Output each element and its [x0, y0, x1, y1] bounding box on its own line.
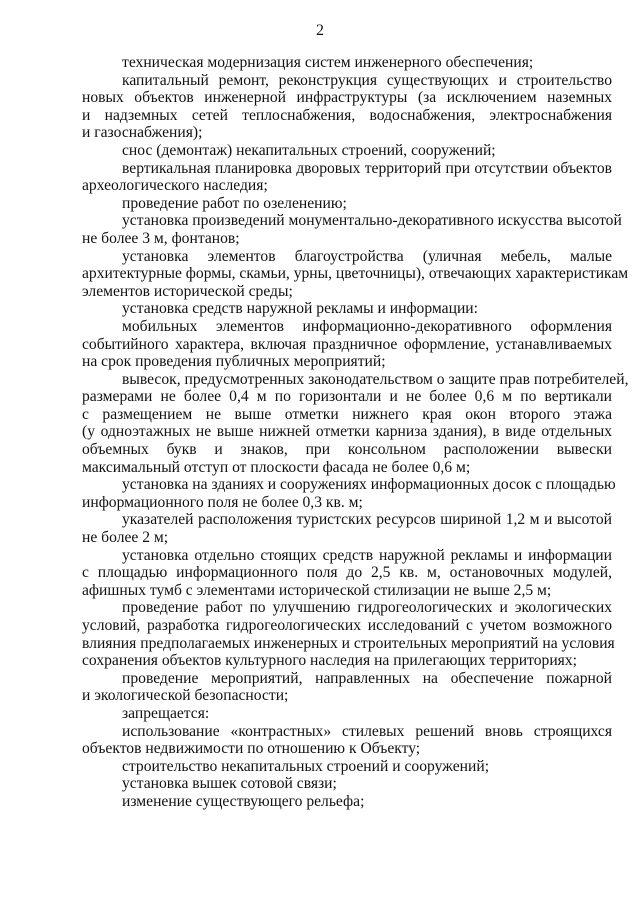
- text-line: объемных букв и знаков, при консольном расположении вывески: [82, 441, 612, 459]
- text-line: строительство некапитальных строений и сооружений;: [122, 757, 490, 775]
- paragraph: [82, 72, 612, 142]
- text-line: и надземных сетей теплоснабжения, водоснабжения, электроснабжения: [82, 106, 612, 124]
- paragraph: [82, 793, 612, 811]
- text-line: археологического наследия;: [82, 177, 268, 195]
- text-line: установка на зданиях и сооружениях информационных досок с площадью: [122, 476, 616, 494]
- text-line: и экологической безопасности;: [82, 687, 289, 705]
- text-line: на срок проведения публичных мероприятий;: [82, 353, 386, 371]
- paragraph: [82, 758, 612, 776]
- text-line: не более 2 м;: [82, 529, 169, 547]
- paragraph: [82, 723, 612, 758]
- text-line: сохранения объектов культурного наследия на прилегающих территориях;: [82, 652, 577, 670]
- paragraph: [82, 212, 622, 247]
- paragraph: [82, 547, 612, 600]
- text-line: проведение работ по улучшению гидрогеологических и экологических: [122, 599, 612, 617]
- text-line: проведение мероприятий, направленных на обеспечение пожарной: [122, 669, 612, 687]
- text-line: запрещается:: [122, 704, 210, 722]
- paragraph: [82, 476, 616, 511]
- paragraph: [82, 195, 612, 213]
- paragraph: [82, 54, 612, 72]
- text-line: новых объектов инженерной инфраструктуры (за исключением наземных: [82, 89, 612, 107]
- paragraph: [82, 705, 612, 723]
- text-line: мобильных элементов информационно-декоративного оформления: [122, 317, 612, 335]
- text-line: установка средств наружной рекламы и информации:: [122, 300, 478, 318]
- text-line: установка произведений монументально-декоративного искусства высотой: [122, 212, 622, 230]
- text-line: архитектурные формы, скамьи, урны, цветочницы), отвечающих характеристикам: [82, 265, 629, 283]
- text-line: с площадью информационного поля до 2,5 кв. м, остановочных модулей,: [82, 564, 612, 582]
- paragraph: [82, 370, 629, 477]
- text-line: объектов недвижимости по отношению к Объекту;: [82, 740, 421, 758]
- text-line: изменение существующего рельефа;: [122, 792, 365, 810]
- text-line: условий, разработка гидрогеологических исследований с учетом возможного: [82, 617, 612, 634]
- page-number: 2: [316, 22, 324, 39]
- text-line: (у одноэтажных не выше нижней отметки карниза здания), в виде отдельных: [82, 423, 612, 441]
- text-line: снос (демонтаж) некапитальных строений, сооружений;: [122, 141, 496, 159]
- text-line: установка элементов благоустройства (уличная мебель, малые: [122, 247, 612, 265]
- paragraph: [82, 300, 612, 318]
- paragraph: [82, 599, 615, 670]
- text-line: капитальный ремонт, реконструкция существующих и строительство: [122, 71, 612, 89]
- text-line: с размещением не выше отметки нижнего края окон второго этажа: [82, 405, 612, 423]
- paragraph: [82, 247, 629, 301]
- text-line: влияния предполагаемых инженерных и строительных мероприятий на условия: [82, 634, 615, 652]
- text-line: проведение работ по озеленению;: [122, 194, 347, 212]
- text-line: не более 3 м, фонтанов;: [82, 229, 240, 247]
- paragraph: [82, 670, 612, 705]
- paragraph: [82, 775, 612, 793]
- text-line: событийного характера, включая праздничное оформление, устанавливаемых: [82, 335, 612, 353]
- text-line: элементов исторической среды;: [82, 282, 293, 300]
- paragraph: [82, 511, 612, 546]
- text-line: установка вышек сотовой связи;: [122, 775, 337, 793]
- text-line: установка отдельно стоящих средств наружной рекламы и информации: [122, 546, 612, 564]
- document-body: [82, 54, 629, 811]
- text-line: вывесок, предусмотренных законодательством о защите прав потребителей,: [122, 370, 629, 388]
- text-line: информационного поля не более 0,3 кв. м;: [82, 493, 363, 511]
- text-line: вертикальная планировка дворовых территорий при отсутствии объектов: [122, 159, 612, 177]
- text-line: афишных тумб с элементами исторической стилизации не выше 2,5 м;: [82, 581, 552, 599]
- paragraph: [82, 160, 612, 195]
- paragraph: [82, 318, 612, 371]
- text-line: размерами не более 0,4 м по горизонтали и не более 0,6 м по вертикали: [82, 388, 612, 406]
- text-line: указателей расположения туристских ресурсов шириной 1,2 м и высотой: [122, 511, 612, 529]
- text-line: и газоснабжения);: [82, 124, 203, 142]
- text-line: техническая модернизация систем инженерного обеспечения;: [122, 54, 534, 71]
- text-line: использование «контрастных» стилевых решений вновь строящихся: [122, 722, 612, 740]
- paragraph: [82, 142, 612, 160]
- text-line: максимальный отступ от плоскости фасада не более 0,6 м;: [82, 458, 471, 476]
